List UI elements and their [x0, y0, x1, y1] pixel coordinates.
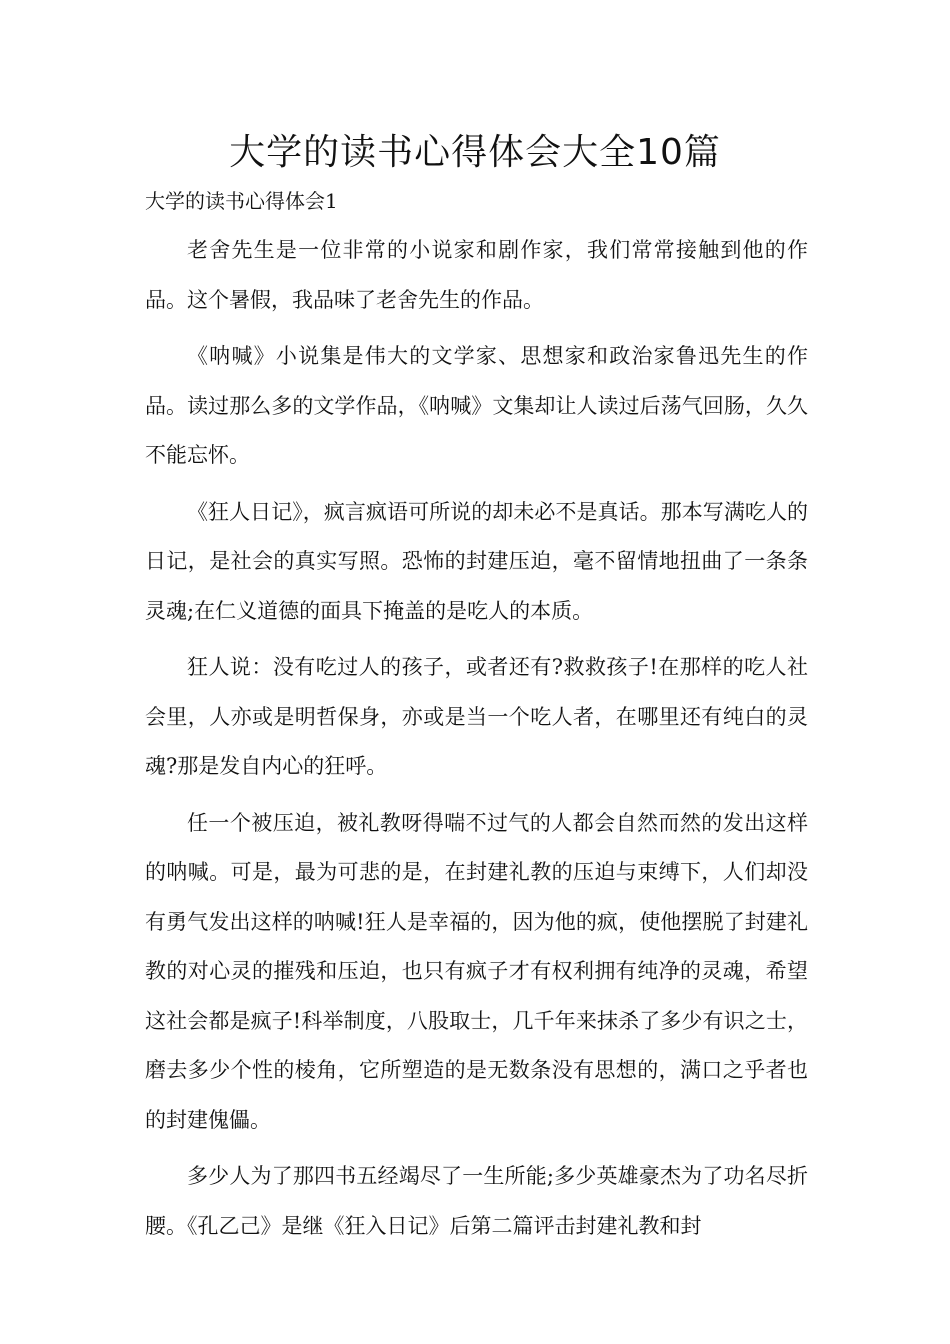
paragraph-6: 多少人为了那四书五经竭尽了一生所能;多少英雄豪杰为了功名尽折腰。《孔乙己》是继《狂入日记》后第二篇评击封建礼教和封 [145, 1164, 808, 1238]
paragraph-1: 老舍先生是一位非常的小说家和剧作家，我们常常接触到他的作品。这个暑假，我品味了老舍先生的作品。 [145, 238, 808, 312]
paragraph-3: 《狂人日记》，疯言疯语可所说的却未必不是真话。那本写满吃人的日记，是社会的真实写照。恐怖的封建压迫，毫不留情地扭曲了一条条灵魂;在仁义道德的面具下掩盖的是吃人的本质。 [145, 499, 808, 623]
paragraph-5: 任一个被压迫，被礼教呀得喘不过气的人都会自然而然的发出这样的呐喊。可是，最为可悲的是，在封建礼教的压迫与束缚下，人们却没有勇气发出这样的呐喊!狂人是幸福的，因为他的疯，使他摆脱了封建礼教的对心灵的摧残和压迫，也只有疯子才有权利拥有纯净的灵魂，希望这社会都是疯子!科举制度，八股取士，几千年来抹杀了多少有识之士，磨去多少个性的棱角，它所塑造的是无数条没有思想的，满口之乎者也的封建傀儡。 [145, 810, 808, 1132]
paragraph-2: 《呐喊》小说集是伟大的文学家、思想家和政治家鲁迅先生的作品。读过那么多的文学作品，《呐喊》文集却让人读过后荡气回肠，久久不能忘怀。 [145, 344, 808, 467]
paragraph-4: 狂人说：没有吃过人的孩子，或者还有?救救孩子!在那样的吃人社会里，人亦或是明哲保身，亦或是当一个吃人者，在哪里还有纯白的灵魂?那是发自内心的狂呼。 [145, 655, 808, 778]
section-heading: 大学的读书心得体会1 [145, 189, 338, 213]
document-title: 大学的读书心得体会大全10篇 [229, 132, 721, 173]
body-text [145, 226, 808, 1258]
